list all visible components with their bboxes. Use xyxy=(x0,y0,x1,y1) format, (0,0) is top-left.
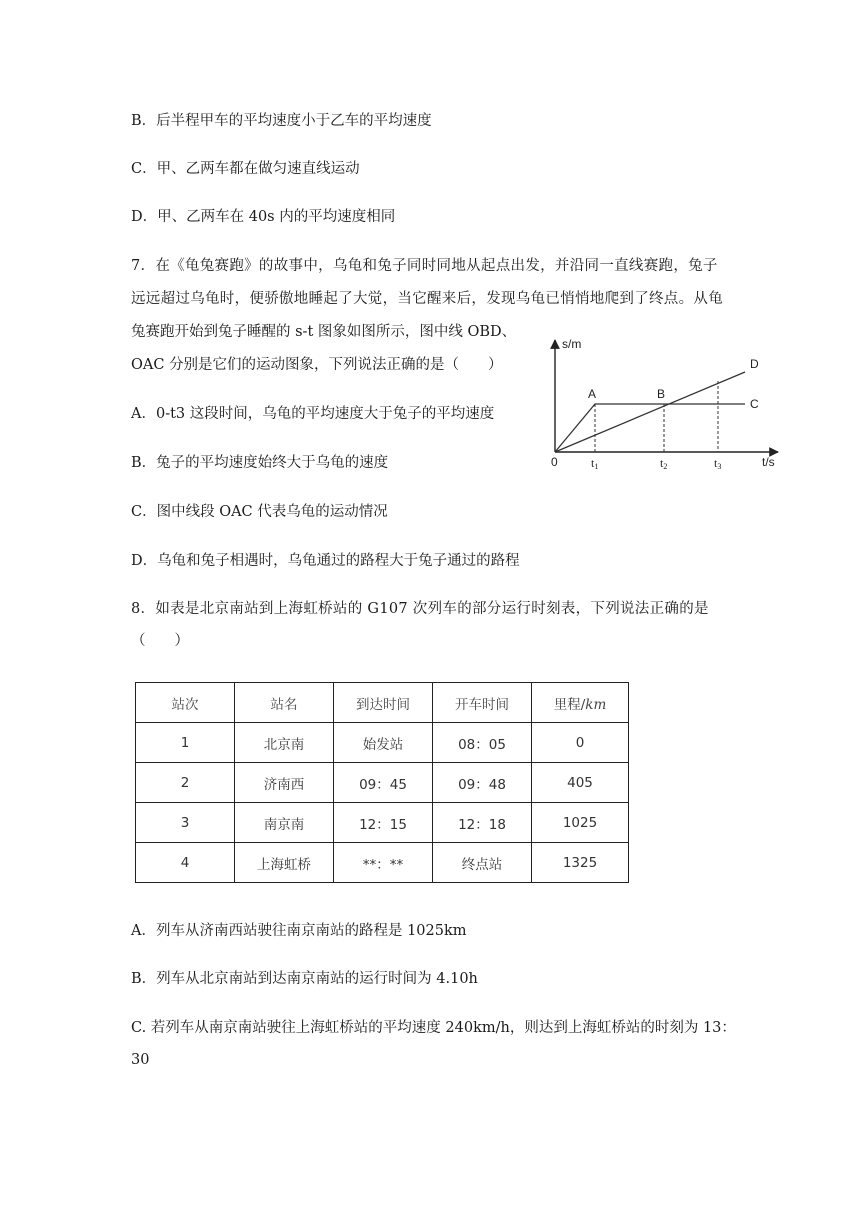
q7-stem-line-2: 远远超过乌龟时，便骄傲地睡起了大觉，当它醒来后，发现乌龟已悄悄地爬到了终点。从龟 xyxy=(131,291,723,307)
q8-stem-line-1: 8．如表是北京南站到上海虹桥站的 G107 次列车的部分运行时刻表，下列说法正确的是 xyxy=(131,601,709,617)
table-cell: 08：05 xyxy=(433,723,532,763)
q8-option-c-line-1: C. 若列车从南京南站驶往上海虹桥站的平均速度 240km/h，则达到上海虹桥站的时刻为 13： xyxy=(131,1020,736,1036)
q8-option-a: A．列车从济南西站驶往南京南站的路程是 1025km xyxy=(131,923,467,939)
q8-option-b: B．列车从北京南站到达南京南站的运行时间为 4.10h xyxy=(131,971,478,987)
table-cell: 济南西 xyxy=(235,763,334,803)
table-cell: 2 xyxy=(136,763,235,803)
tick-t1: t1 xyxy=(591,456,599,471)
table-cell: 12：15 xyxy=(334,803,433,843)
col-header-departure: 开车时间 xyxy=(433,683,532,723)
q7-stem-line-1: 7．在《龟兔赛跑》的故事中，乌龟和兔子同时同地从起点出发，并沿同一直线赛跑，兔子 xyxy=(131,258,718,274)
q6-option-d: D．甲、乙两车在 40s 内的平均速度相同 xyxy=(131,209,396,225)
point-b-label: B xyxy=(657,387,666,401)
table-cell: 始发站 xyxy=(334,723,433,763)
table-cell: 12：18 xyxy=(433,803,532,843)
line-oac xyxy=(555,404,745,452)
table-row xyxy=(136,763,629,803)
q7-option-a: A．0-t3 这段时间，乌龟的平均速度大于兔子的平均速度 xyxy=(131,406,495,422)
table-cell: 终点站 xyxy=(433,843,532,883)
train-timetable xyxy=(135,682,629,883)
point-c-label: C xyxy=(750,397,759,411)
origin-label: 0 xyxy=(551,455,558,469)
table-cell: 3 xyxy=(136,803,235,843)
s-t-graph xyxy=(540,334,790,474)
q7-stem-line-3: 兔赛跑开始到兔子睡醒的 s-t 图象如图所示，图中线 OBD、 xyxy=(131,324,517,340)
col-header-station: 站名 xyxy=(235,683,334,723)
table-cell: **：** xyxy=(334,843,433,883)
table-cell: 09：45 xyxy=(334,763,433,803)
table-cell: 0 xyxy=(532,723,629,763)
table-header-row xyxy=(136,683,629,723)
table-row xyxy=(136,723,629,763)
q8-stem-line-2: （ ） xyxy=(131,633,189,649)
y-axis-label: s/m xyxy=(562,337,582,351)
col-header-arrival: 到达时间 xyxy=(334,683,433,723)
q7-option-b: B．兔子的平均速度始终大于乌龟的速度 xyxy=(131,455,389,471)
point-d-label: D xyxy=(750,357,759,371)
table-cell: 1 xyxy=(136,723,235,763)
q6-option-b: B．后半程甲车的平均速度小于乙车的平均速度 xyxy=(131,113,432,129)
tick-t2: t2 xyxy=(660,456,668,471)
q8-option-c-line-2: 30 xyxy=(131,1052,150,1068)
q7-option-d: D．乌龟和兔子相遇时，乌龟通过的路程大于兔子通过的路程 xyxy=(131,553,520,569)
table-cell: 405 xyxy=(532,763,629,803)
tick-t3: t3 xyxy=(714,456,722,471)
point-a-label: A xyxy=(588,387,597,401)
table-cell: 上海虹桥 xyxy=(235,843,334,883)
table-cell: 09：48 xyxy=(433,763,532,803)
table-cell: 北京南 xyxy=(235,723,334,763)
col-header-stop-no: 站次 xyxy=(136,683,235,723)
x-axis-label: t/s xyxy=(762,455,775,469)
q7-option-c: C．图中线段 OAC 代表乌龟的运动情况 xyxy=(131,504,388,520)
table-row xyxy=(136,843,629,883)
q6-option-c: C．甲、乙两车都在做匀速直线运动 xyxy=(131,161,360,177)
line-obd xyxy=(555,372,745,452)
table-row xyxy=(136,803,629,843)
col-header-distance: 里程/km xyxy=(532,683,629,723)
table-cell: 南京南 xyxy=(235,803,334,843)
table-cell: 4 xyxy=(136,843,235,883)
table-cell: 1325 xyxy=(532,843,629,883)
table-cell: 1025 xyxy=(532,803,629,843)
q7-stem-line-4: OAC 分别是它们的运动图象，下列说法正确的是（ ） xyxy=(131,357,503,373)
